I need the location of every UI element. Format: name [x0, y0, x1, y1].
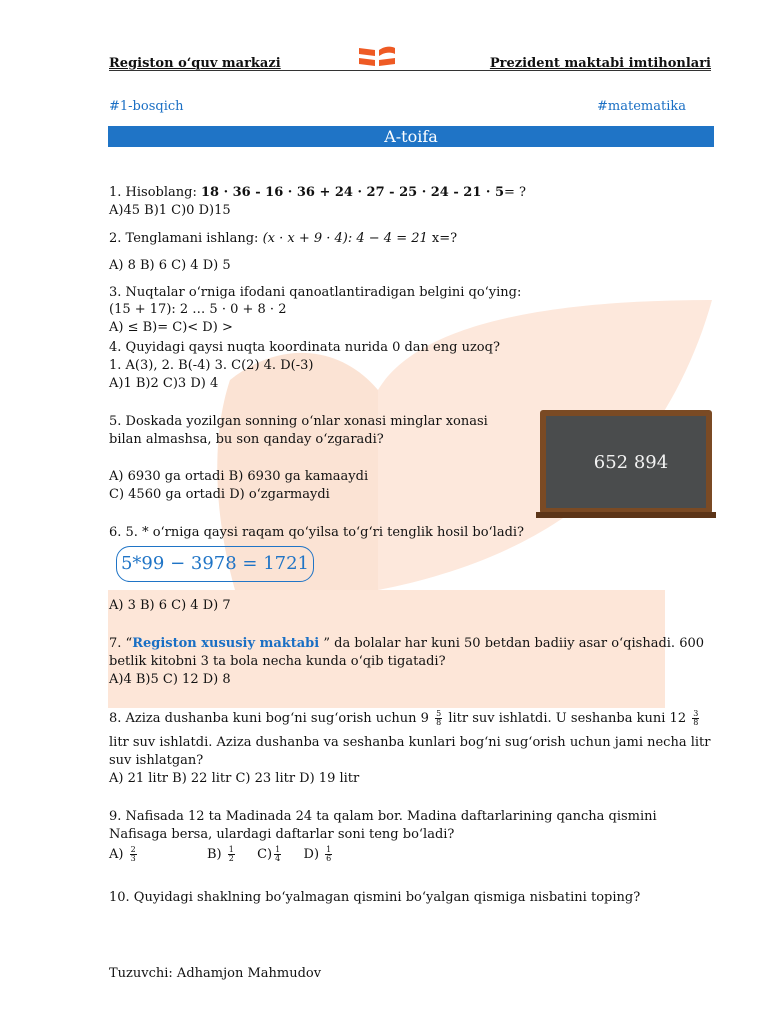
- question-6-equation-box: [116, 546, 314, 582]
- question-8-line-2: litr suv ishlatdi. Aziza dushanba va seshanba kunlari bog‘ni sug‘orish uchun jami necha litr: [109, 735, 711, 750]
- footer-author: Tuzuvchi: Adhamjon Mahmudov: [109, 966, 322, 981]
- question-5-options-1: A) 6930 ga ortadi B) 6930 ga kamaaydi: [109, 469, 369, 484]
- question-7: 7. “Registon xususiy maktabi ” da bolalar har kuni 50 betdan badiiy asar o‘qishadi. 600: [109, 636, 705, 651]
- question-6-equation: 5*99 − 3978 = 1721: [120, 553, 310, 574]
- question-9-line-2: Nafisaga bersa, ulardagi daftarlar soni teng bo‘ladi?: [109, 827, 455, 842]
- category-title: A-toifa: [384, 127, 438, 146]
- category-band: [108, 126, 714, 147]
- question-6-options: A) 3 B) 6 C) 4 D) 7: [109, 598, 231, 613]
- question-8-options: A) 21 litr B) 22 litr C) 23 litr D) 19 litr: [109, 771, 360, 786]
- question-3-expression: (15 + 17): 2 … 5 · 0 + 8 · 2: [109, 302, 287, 317]
- fraction-5-8: $\frac{5}{8}$: [436, 709, 442, 727]
- question-9-options: A) $\frac{2}{3}$ B) $\frac{1}{2}$ C) $\frac{1}{4}$ D) $\frac{1}{6}$: [109, 845, 332, 863]
- question-5-line-2: bilan almashsa, bu son qanday o‘zgaradi?: [109, 432, 384, 447]
- header-rule: [109, 70, 711, 71]
- chalkboard-number: 652 894: [593, 452, 669, 473]
- question-2: 2. Tenglamani ishlang: (x · x + 9 · 4): 4 − 4 = 21 x=?: [109, 231, 458, 246]
- tag-stage: #1-bosqich: [109, 99, 184, 114]
- question-5-options-2: C) 4560 ga ortadi D) o‘zgarmaydi: [109, 487, 330, 502]
- question-3: 3. Nuqtalar o‘rniga ifodani qanoatlantiradigan belgini qo‘ying:: [109, 285, 522, 300]
- chalkboard-image: [536, 408, 716, 520]
- question-4: 4. Quyidagi qaysi nuqta koordinata nurida 0 dan eng uzoq?: [109, 340, 500, 355]
- question-7-line-2: betlik kitobni 3 ta bola necha kunda o‘qib tigatadi?: [109, 654, 446, 669]
- question-1-options: A)45 B)1 C)0 D)15: [109, 203, 231, 218]
- question-3-options: A) ≤ B)= C)< D) >: [109, 320, 233, 335]
- question-8-line-3: suv ishlatgan?: [109, 753, 204, 768]
- question-4-points: 1. A(3), 2. B(-4) 3. C(2) 4. D(-3): [109, 358, 314, 373]
- question-1: 1. Hisoblang: 18 · 36 - 16 · 36 + 24 · 27 - 25 · 24 - 21 · 5= ?: [109, 185, 527, 200]
- book-logo-icon: [357, 44, 397, 68]
- fraction-3-8: $\frac{3}{8}$: [693, 709, 699, 727]
- question-6: 6. 5. * o‘rniga qaysi raqam qo‘yilsa to‘g‘ri tenglik hosil bo‘ladi?: [109, 525, 525, 540]
- question-8: 8. Aziza dushanba kuni bog‘ni sug‘orish uchun 9 $\frac{5}{8}$ litr suv ishlatdi. U seshanba kuni 12 $\frac{3}{8}$: [109, 709, 699, 727]
- question-4-options: A)1 B)2 C)3 D) 4: [109, 376, 219, 391]
- header-left: Registon o‘quv markazi: [109, 56, 281, 71]
- question-7-options: A)4 B)5 C) 12 D) 8: [109, 672, 231, 687]
- header-right: Prezident maktabi imtihonlari: [489, 56, 711, 71]
- question-9-line-1: 9. Nafisada 12 ta Madinada 24 ta qalam bor. Madina daftarlarining qancha qismini: [109, 809, 657, 824]
- question-5-line-1: 5. Doskada yozilgan sonning o‘nlar xonasi minglar xonasi: [109, 414, 488, 429]
- tag-subject: #matematika: [597, 99, 686, 114]
- question-10: 10. Quyidagi shaklning bo‘yalmagan qismini bo‘yalgan qismiga nisbatini toping?: [109, 890, 641, 905]
- school-name: Registon xususiy maktabi: [132, 636, 320, 651]
- question-2-options: A) 8 B) 6 C) 4 D) 5: [109, 258, 231, 273]
